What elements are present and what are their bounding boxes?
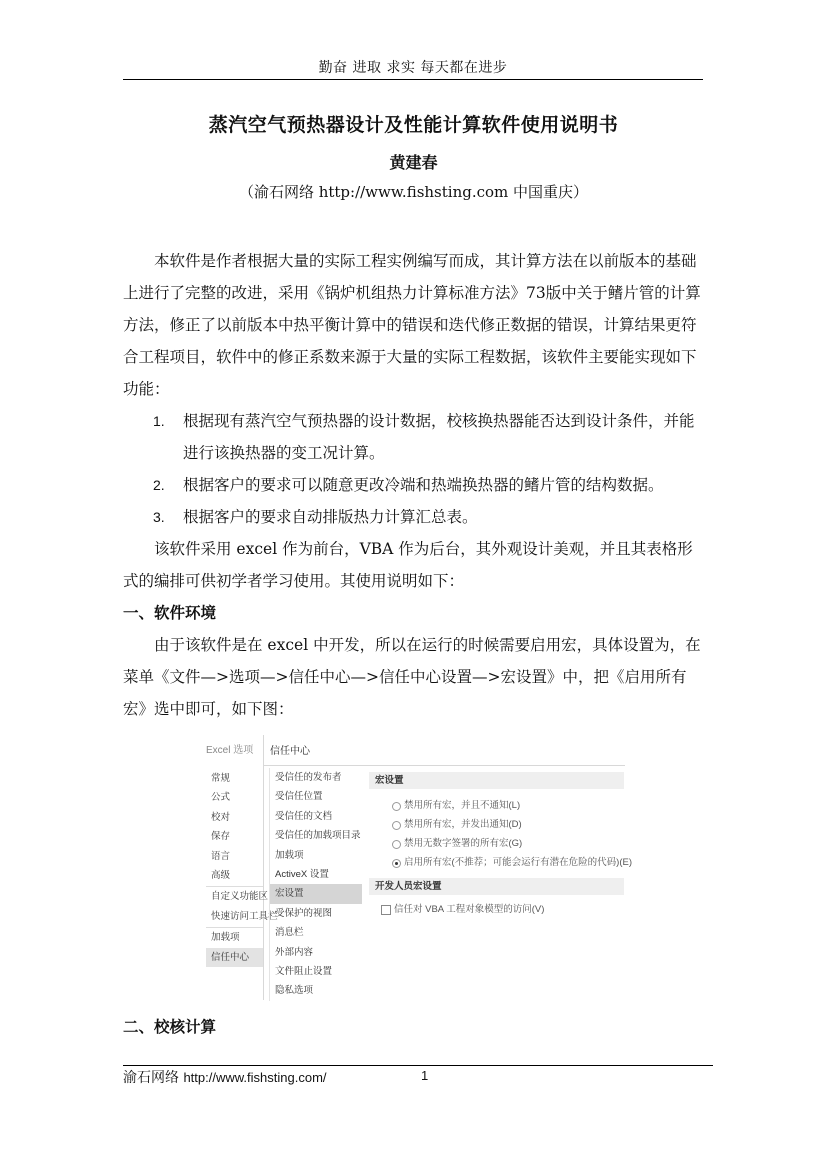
footer-url[interactable]: http://www.fishsting.com/ bbox=[183, 1070, 327, 1085]
category-item[interactable]: 保存 bbox=[211, 831, 231, 843]
environment-paragraph: 由于该软件是在 excel 中开发，所以在运行的时候需要启用宏，具体设置为，在菜单《文件—>选项—>信任中心—>信任中心设置—>宏设置》中，把《启用所有宏》选中即可，如下图： bbox=[123, 636, 701, 718]
subnav-item[interactable]: 外部内容 bbox=[275, 946, 314, 958]
subnav-item[interactable]: 加载项 bbox=[275, 849, 304, 861]
category-item[interactable]: 校对 bbox=[211, 811, 231, 823]
subnav-item[interactable]: 受信任位置 bbox=[275, 791, 323, 803]
subnav-item-selected[interactable]: 宏设置 bbox=[270, 884, 362, 903]
category-item[interactable]: 高级 bbox=[211, 869, 231, 881]
intro-paragraph: 本软件是作者根据大量的实际工程实例编写而成，其计算方法在以前版本的基础上进行了完整的改进，采用《锅炉机组热力计算标准方法》73版中关于鳍片管的计算方法，修正了以前版本中热平衡计算中的错误和迭代修正数据的错误，计算结果更符合工程项目，软件中的修正系数来源于大量的实际工程数据，该软件主要能实现如下功能： bbox=[123, 252, 701, 398]
section-two bbox=[123, 1011, 703, 1043]
subnav-item[interactable]: 受保护的视图 bbox=[275, 907, 333, 919]
feature-number: 2. bbox=[153, 477, 165, 493]
platform-paragraph: 该软件采用 excel 作为前台，VBA 作为后台，其外观设计美观，并且其表格形式的编排可供初学者学习使用。其使用说明如下： bbox=[123, 540, 693, 590]
page-footer bbox=[123, 1067, 327, 1087]
feature-text: 根据现有蒸汽空气预热器的设计数据，校核换热器能否达到设计条件，并能进行该换热器的变工况计算。 bbox=[183, 412, 695, 462]
document-title: 蒸汽空气预热器设计及性能计算软件使用说明书 bbox=[208, 114, 619, 136]
macro-option-label: 禁用无数字签署的所有宏(G) bbox=[404, 838, 523, 849]
category-item[interactable]: 快速访问工具栏 bbox=[211, 910, 278, 922]
feature-list-item bbox=[123, 405, 703, 469]
dialog-divider bbox=[263, 735, 264, 1000]
subnav-item[interactable]: ActiveX 设置 bbox=[275, 868, 329, 880]
dialog-title: Excel 选项 bbox=[206, 745, 254, 756]
macro-option-label: 禁用所有宏，并发出通知(D) bbox=[404, 819, 522, 830]
subnav-item[interactable]: 受信任的文档 bbox=[275, 810, 333, 822]
subnav-item[interactable]: 受信任的加载项目录 bbox=[275, 830, 361, 842]
macro-radio-disable-no-notify[interactable] bbox=[392, 802, 401, 811]
section-heading-check-calc: 二、校核计算 bbox=[123, 1017, 217, 1036]
feature-text: 根据客户的要求可以随意更改冷端和热端换热器的鳍片管的结构数据。 bbox=[183, 476, 664, 494]
category-item[interactable]: 自定义功能区 bbox=[206, 886, 263, 906]
trust-center-subnav bbox=[269, 768, 362, 1001]
macro-settings-header: 宏设置 bbox=[369, 772, 624, 789]
subnav-item[interactable]: 受信任的发布者 bbox=[275, 772, 342, 783]
excel-options-screenshot bbox=[201, 735, 632, 1000]
vba-trust-label: 信任对 VBA 工程对象模型的访问(V) bbox=[394, 904, 545, 915]
developer-macro-settings-header: 开发人员宏设置 bbox=[369, 878, 624, 895]
macro-option-label: 禁用所有宏，并且不通知(L) bbox=[404, 800, 521, 811]
panel-title: 信任中心 bbox=[270, 746, 310, 757]
feature-list-item bbox=[123, 469, 703, 501]
vba-trust-checkbox[interactable] bbox=[381, 905, 391, 915]
page-number: 1 bbox=[421, 1068, 429, 1083]
subnav-item[interactable]: 消息栏 bbox=[275, 927, 304, 939]
main-body bbox=[123, 245, 703, 725]
header-divider bbox=[123, 79, 703, 80]
feature-list-item bbox=[123, 501, 703, 533]
page-header-motto: 勤奋 进取 求实 每天都在进步 bbox=[318, 60, 508, 76]
feature-number: 1. bbox=[153, 413, 165, 429]
category-item[interactable]: 语言 bbox=[211, 850, 231, 862]
category-item[interactable]: 公式 bbox=[211, 792, 231, 804]
category-item[interactable]: 加载项 bbox=[206, 927, 263, 947]
macro-radio-disable-notify[interactable] bbox=[392, 821, 401, 830]
subnav-item[interactable]: 文件阻止设置 bbox=[275, 965, 333, 977]
category-list bbox=[206, 769, 278, 967]
feature-number: 3. bbox=[153, 509, 165, 525]
category-item-selected[interactable]: 信任中心 bbox=[206, 948, 263, 967]
macro-radio-enable-all[interactable] bbox=[392, 859, 401, 868]
macro-radio-disable-unsigned[interactable] bbox=[392, 840, 401, 849]
feature-text: 根据客户的要求自动排版热力计算汇总表。 bbox=[183, 508, 478, 526]
subnav-item[interactable]: 隐私选项 bbox=[275, 985, 314, 997]
dialog-divider bbox=[263, 765, 625, 766]
author-affiliation: （渝石网络 http://www.fishsting.com 中国重庆） bbox=[238, 183, 589, 201]
category-item[interactable]: 常规 bbox=[211, 773, 231, 784]
macro-option-label: 启用所有宏(不推荐；可能会运行有潜在危险的代码)(E) bbox=[404, 857, 632, 868]
section-heading-environment: 一、软件环境 bbox=[123, 603, 217, 622]
footer-org: 渝石网络 bbox=[123, 1070, 179, 1086]
author-name: 黄建春 bbox=[389, 153, 438, 172]
footer-divider bbox=[123, 1065, 713, 1066]
